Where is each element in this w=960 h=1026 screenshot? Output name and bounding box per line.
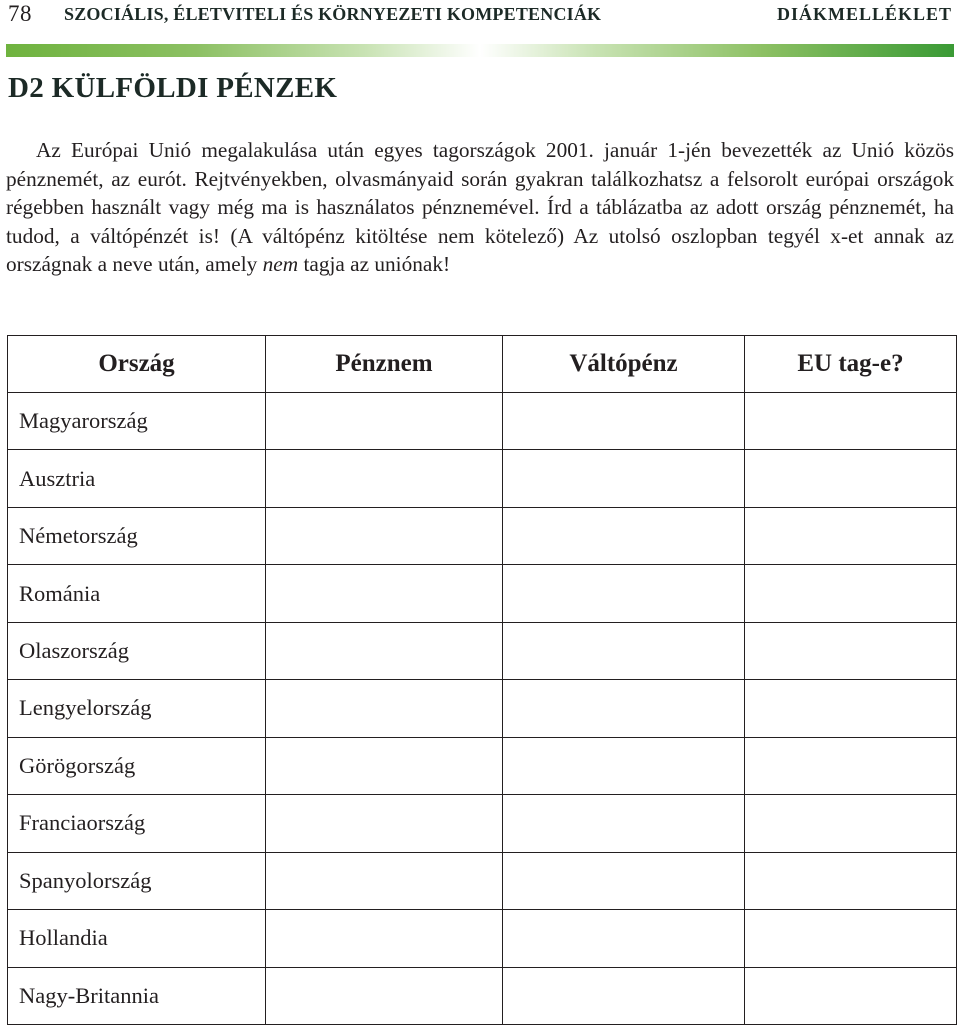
country-name-cell: Spanyolország xyxy=(8,852,266,909)
exercise-title: D2 KÜLFÖLDI PÉNZEK xyxy=(8,72,338,104)
column-header-country: Ország xyxy=(8,336,266,393)
currency-answer-cell[interactable] xyxy=(266,795,503,852)
table-row xyxy=(8,737,957,794)
country-name-cell: Görögország xyxy=(8,737,266,794)
table-row xyxy=(8,795,957,852)
currency-answer-cell[interactable] xyxy=(266,450,503,507)
header-gradient-bar xyxy=(6,44,954,57)
page-header xyxy=(6,0,954,30)
currency-answer-cell[interactable] xyxy=(266,680,503,737)
eu-member-answer-cell[interactable] xyxy=(745,507,957,564)
country-name-cell: Lengyelország xyxy=(8,680,266,737)
subunit-answer-cell[interactable] xyxy=(503,737,745,794)
eu-member-answer-cell[interactable] xyxy=(745,967,957,1024)
currency-answer-cell[interactable] xyxy=(266,622,503,679)
eu-member-answer-cell[interactable] xyxy=(745,795,957,852)
eu-member-answer-cell[interactable] xyxy=(745,622,957,679)
subunit-answer-cell[interactable] xyxy=(503,795,745,852)
subunit-answer-cell[interactable] xyxy=(503,393,745,450)
eu-member-answer-cell[interactable] xyxy=(745,565,957,622)
instructions-text: Az Európai Unió megalakulása után egyes tagországok 2001. január 1-jén bevezették az Unió közös pénznemét, az eurót. Rejtvényekben, olvasmányaid során gyakran találkozhatsz a felsorolt európai országok régebben használt vagy még ma is használatos pénznemével. Írd a táblázatba az adott ország pénznemét, ha tudod, a váltópénzét is! (A váltópénz kitöltése nem kötelező) Az utolsó oszlopban tegyél x-et annak az országnak a neve után, amely xyxy=(6,138,954,276)
country-name-cell: Magyarország xyxy=(8,393,266,450)
subunit-answer-cell[interactable] xyxy=(503,622,745,679)
table-body xyxy=(8,393,957,1025)
table-row xyxy=(8,967,957,1024)
subunit-answer-cell[interactable] xyxy=(503,450,745,507)
exercise-instructions xyxy=(6,136,954,279)
subunit-answer-cell[interactable] xyxy=(503,910,745,967)
table-row xyxy=(8,622,957,679)
column-header-currency: Pénznem xyxy=(266,336,503,393)
subunit-answer-cell[interactable] xyxy=(503,852,745,909)
instructions-emphasis: nem xyxy=(262,252,299,276)
country-name-cell: Németország xyxy=(8,507,266,564)
table-row xyxy=(8,507,957,564)
eu-member-answer-cell[interactable] xyxy=(745,393,957,450)
subunit-answer-cell[interactable] xyxy=(503,507,745,564)
table-row xyxy=(8,565,957,622)
table-row xyxy=(8,852,957,909)
country-name-cell: Románia xyxy=(8,565,266,622)
table-row xyxy=(8,910,957,967)
currency-answer-cell[interactable] xyxy=(266,852,503,909)
subunit-answer-cell[interactable] xyxy=(503,967,745,1024)
country-name-cell: Ausztria xyxy=(8,450,266,507)
table-row xyxy=(8,393,957,450)
currency-answer-cell[interactable] xyxy=(266,737,503,794)
country-name-cell: Hollandia xyxy=(8,910,266,967)
eu-member-answer-cell[interactable] xyxy=(745,737,957,794)
country-name-cell: Olaszország xyxy=(8,622,266,679)
table-row xyxy=(8,450,957,507)
currency-worksheet-table xyxy=(7,335,957,1025)
currency-answer-cell[interactable] xyxy=(266,393,503,450)
section-title: SZOCIÁLIS, ÉLETVITELI ÉS KÖRNYEZETI KOMPETENCIÁK xyxy=(64,4,602,24)
eu-member-answer-cell[interactable] xyxy=(745,680,957,737)
country-name-cell: Franciaország xyxy=(8,795,266,852)
column-header-subunit: Váltópénz xyxy=(503,336,745,393)
currency-answer-cell[interactable] xyxy=(266,910,503,967)
eu-member-answer-cell[interactable] xyxy=(745,450,957,507)
currency-answer-cell[interactable] xyxy=(266,967,503,1024)
instructions-text-end: tagja az uniónak! xyxy=(298,252,451,276)
appendix-label: DIÁKMELLÉKLET xyxy=(776,4,952,24)
eu-member-answer-cell[interactable] xyxy=(745,910,957,967)
currency-answer-cell[interactable] xyxy=(266,565,503,622)
subunit-answer-cell[interactable] xyxy=(503,680,745,737)
column-header-eu-member: EU tag-e? xyxy=(745,336,957,393)
subunit-answer-cell[interactable] xyxy=(503,565,745,622)
table-header-row xyxy=(8,336,957,393)
table-row xyxy=(8,680,957,737)
currency-answer-cell[interactable] xyxy=(266,507,503,564)
page-number: 78 xyxy=(8,1,32,26)
country-name-cell: Nagy-Britannia xyxy=(8,967,266,1024)
eu-member-answer-cell[interactable] xyxy=(745,852,957,909)
